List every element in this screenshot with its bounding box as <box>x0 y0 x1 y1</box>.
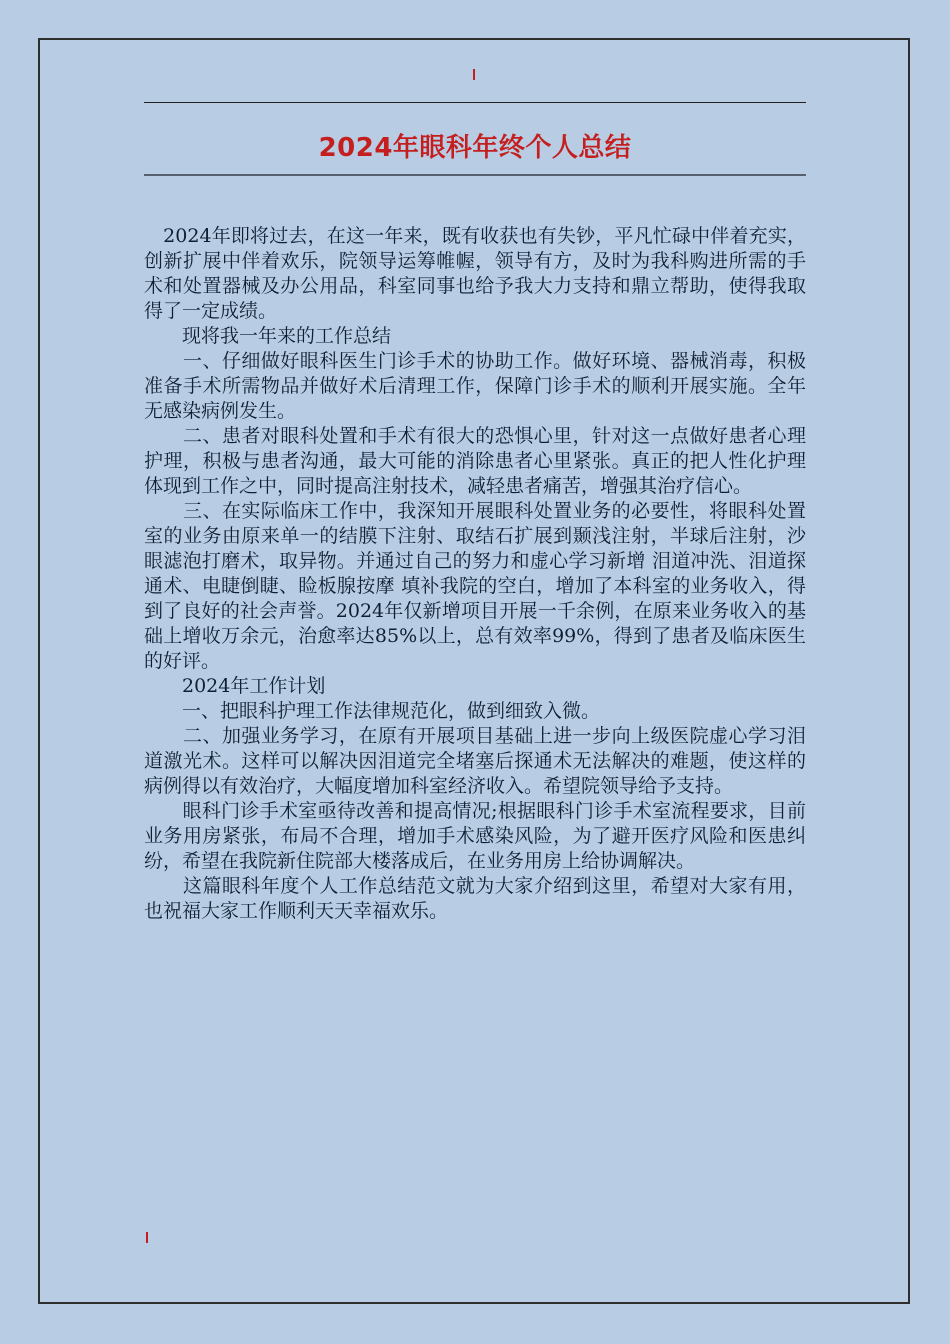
paragraph-closing: 这篇眼科年度个人工作总结范文就为大家介绍到这里，希望对大家有用，也祝福大家工作顺利天天幸福欢乐。 <box>144 875 806 922</box>
paragraph-summary-heading: 现将我一年来的工作总结 <box>144 325 392 347</box>
paragraph-item-2: 二、患者对眼科处置和手术有很大的恐惧心里，针对这一点做好患者心理护理，积极与患者沟通，最大可能的消除患者心里紧张。真正的把人性化护理体现到工作之中，同时提高注射技术，减轻患者痛苦，增强其治疗信心。 <box>144 425 806 497</box>
paragraph-clinic-improvement: 眼科门诊手术室亟待改善和提高情况;根据眼科门诊手术室流程要求，目前业务用房紧张，布局不合理，增加手术感染风险，为了避开医疗风险和医患纠纷，希望在我院新住院部大楼落成后，在业务用房上给协调解决。 <box>144 800 806 872</box>
title-divider <box>144 174 806 176</box>
paragraph-intro: 2024年即将过去，在这一年来，既有收获也有失钞，平凡忙碌中伴着充实，创新扩展中伴着欢乐，院领导运筹帷幄，领导有方，及时为我科购进所需的手术和处置器械及办公用品，科室同事也给予我大力支持和鼎立帮助，使得我取得了一定成绩。 <box>144 225 806 322</box>
header-divider <box>144 102 806 103</box>
paragraph-plan-1: 一、把眼科护理工作法律规范化，做到细致入微。 <box>144 700 601 722</box>
paragraph-item-3: 三、在实际临床工作中，我深知开展眼科处置业务的必要性，将眼科处置室的业务由原来单一的结膜下注射、取结石扩展到颞浅注射，半球后注射，沙眼滤泡打磨术，取异物。并通过自己的努力和虚心学习新增 泪道冲洗、泪道探通术、电睫倒睫、睑板腺按摩 填补我院的空白，增加了本科室的业务收入，得到了良好的社会声誉。2024年仅新增项目开展一千余例，在原来业务收入的基础上增收万余元，治愈率达85%以上，总有效率99%，得到了患者及临床医生的好评。 <box>144 500 806 672</box>
paragraph-plan-heading: 2024年工作计划 <box>144 675 326 697</box>
paragraph-plan-2: 二、加强业务学习，在原有开展项目基础上进一步向上级医院虚心学习泪道激光术。这样可以解决因泪道完全堵塞后探通术无法解决的难题，使这样的病例得以有效治疗，大幅度增加科室经济收入。希望院领导给予支持。 <box>144 725 806 797</box>
footer-marker <box>146 1232 148 1243</box>
paragraph-item-1: 一、仔细做好眼科医生门诊手术的协助工作。做好环境、器械消毒，积极准备手术所需物品并做好术后清理工作，保障门诊手术的顺利开展实施。全年无感染病例发生。 <box>144 350 806 422</box>
document-body <box>144 224 806 924</box>
document-title: 2024年眼科年终个人总结 <box>318 133 632 163</box>
header-marker <box>473 69 475 80</box>
